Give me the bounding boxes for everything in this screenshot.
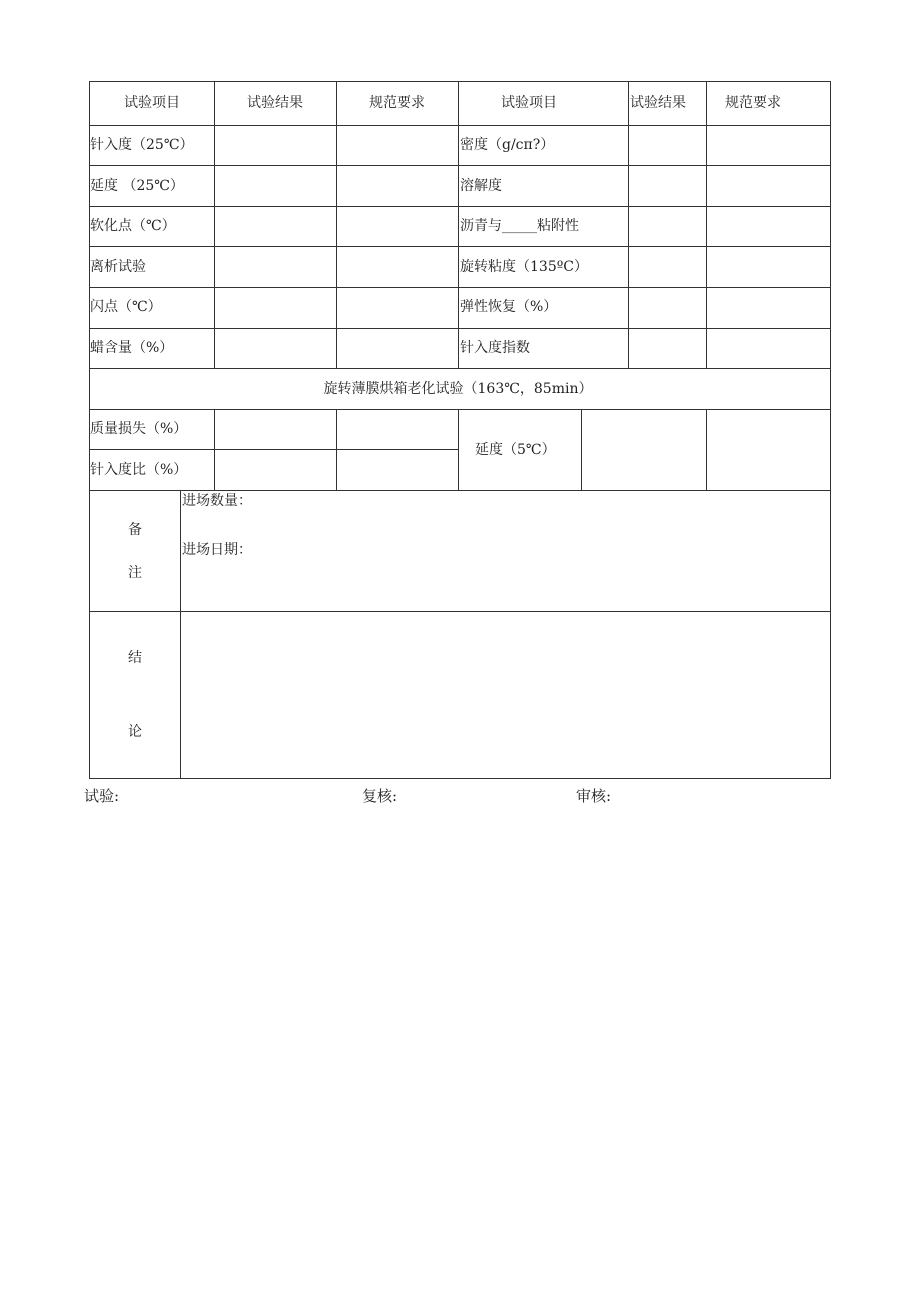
conclusion-label-top: 结 — [128, 650, 142, 666]
aging-section-title: 旋转薄膜烘箱老化试验（163℃，85min） — [323, 381, 593, 397]
signature-review: 复核: — [362, 787, 398, 805]
row-label-penetration-ratio: 针入度比（%） — [90, 462, 188, 478]
header-test-result: 试验结果 — [247, 95, 303, 111]
conclusion-label-bottom: 论 — [128, 724, 142, 740]
remarks-label-bottom: 注 — [128, 565, 142, 581]
row-label-adhesion: 沥青与_____粘附性 — [460, 218, 579, 234]
row-label-elastic-recovery: 弹性恢复（%） — [460, 299, 558, 315]
row-label-rotational-viscosity: 旋转粘度（135ºC） — [460, 259, 589, 275]
row-label-solubility: 溶解度 — [460, 178, 502, 194]
row-label-segregation: 离析试验 — [90, 259, 146, 275]
remarks-label-top: 备 — [128, 522, 142, 538]
row-label-ductility: 延度 （25℃） — [90, 178, 184, 194]
signature-audit: 审核: — [576, 787, 612, 805]
signature-test: 试验: — [84, 787, 120, 805]
entry-quantity-label: 进场数量： — [182, 493, 252, 509]
row-label-mass-loss: 质量损失（%） — [90, 421, 188, 437]
row-label-density: 密度（g/cπ?） — [460, 137, 555, 153]
row-label-penetration-index: 针入度指数 — [460, 340, 530, 356]
header-spec-requirement: 规范要求 — [369, 95, 425, 111]
row-label-wax-content: 蜡含量（%） — [90, 340, 174, 356]
header-test-item: 试验项目 — [124, 95, 180, 111]
row-label-penetration: 针入度（25℃） — [90, 137, 194, 153]
row-label-softening-point: 软化点（℃） — [90, 218, 176, 234]
row-label-flash-point: 闪点（℃） — [90, 299, 162, 315]
header-spec-requirement-2: 规范要求 — [725, 95, 781, 111]
header-test-result-2: 试验结果 — [630, 95, 686, 111]
row-label-ductility-5c: 延度（5℃） — [475, 442, 556, 458]
header-test-item-2: 试验项目 — [501, 95, 557, 111]
entry-date-label: 进场日期： — [182, 542, 252, 558]
